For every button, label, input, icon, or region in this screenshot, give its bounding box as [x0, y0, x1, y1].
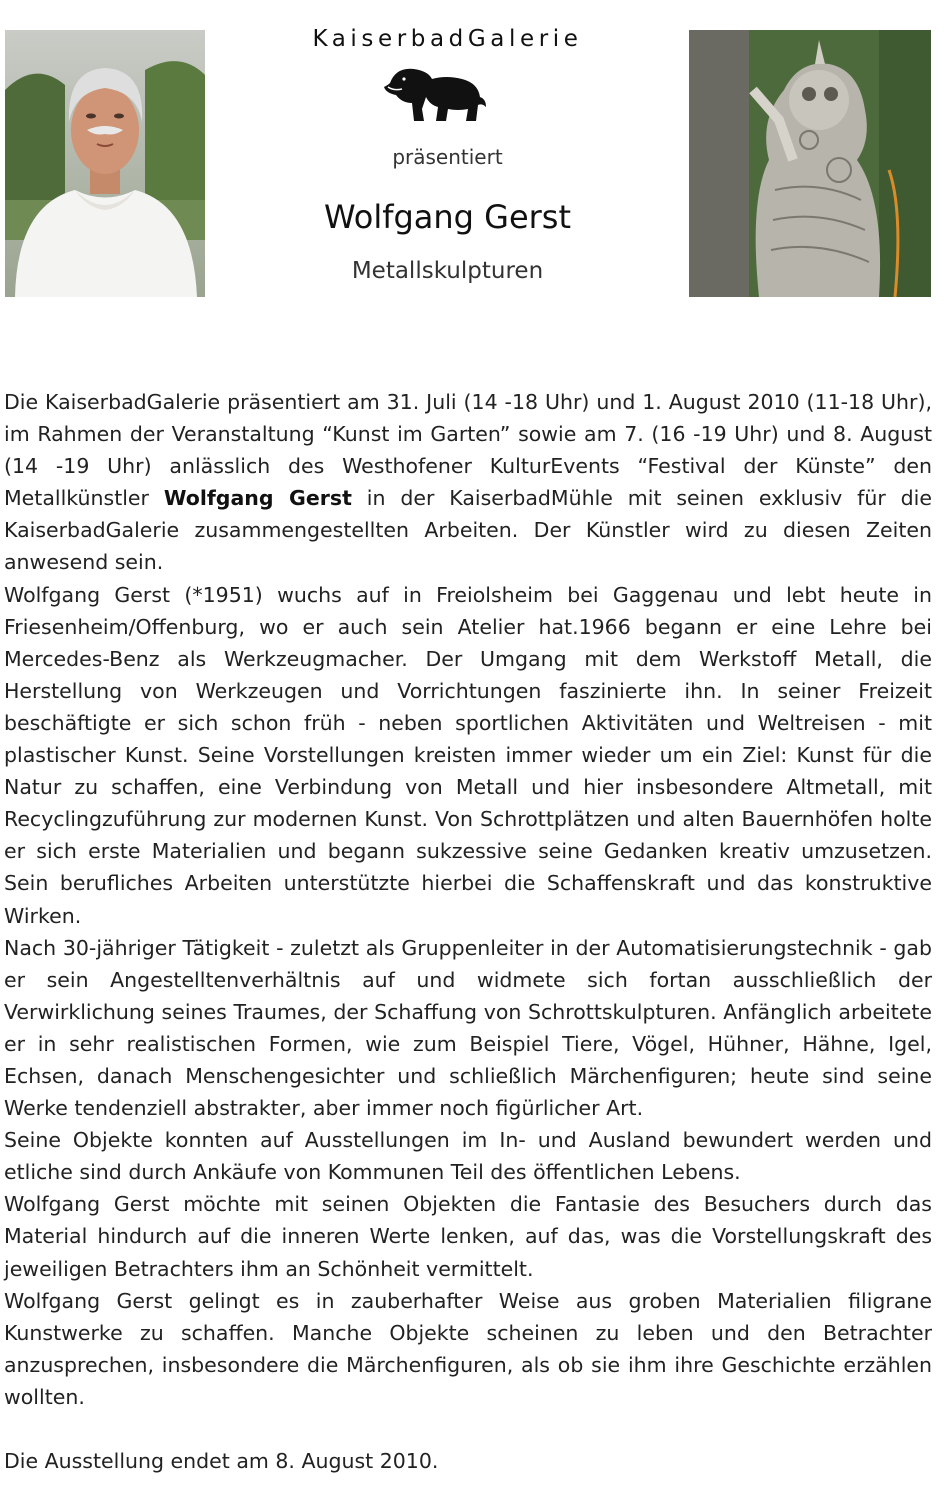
career-paragraph: Nach 30-jähriger Tätigkeit - zuletzt als Gruppenleiter in der Automatisierungstechnik - gab er sein Angestelltenverhältnis auf und widmete sich fortan ausschließlich der Verwirklichung seines Traumes, der Schaffung von Schrottskulpturen. Anfänglich arbeitete er in sehr realistischen Formen, wie zum Beispiel Tiere, Vögel, Hühner, Hähne, Igel, Echsen, danach Menschengesichter und schließlich Märchenfiguren; heute sind seine Werke tendenziell abstrakter, aber immer noch figürlicher Art. — [4, 935, 932, 1121]
exhibition-description — [4, 386, 932, 1477]
exhibition-subtitle: Metallskulpturen — [351, 258, 544, 284]
gallery-brand-name: KaiserbadGalerie — [312, 26, 583, 52]
closing-note: Die Ausstellung endet am 8. August 2010. — [4, 1449, 439, 1473]
artist-name-heading: Wolfgang Gerst — [323, 198, 572, 236]
sculpture-photo — [689, 30, 931, 297]
exhibitions-paragraph: Seine Objekte konnten auf Ausstellungen im In- und Ausland bewundert werden und etliche sind durch Ankäufe von Kommunen Teil des öffentlichen Lebens. — [4, 1128, 932, 1185]
intro-paragraph: Die KaiserbadGalerie präsentiert am 31. Juli (14 -18 Uhr) und 1. August 2010 (11-18 Uhr), im Rahmen der Veranstaltung “Kunst im Garten” sowie am 7. (16 -19 Uhr) und 8. August (14 -19 Uhr) anlässlich des Westhofener KulturEvents “Festival der Künste” den Metallkünstler Wolfgang Gerst in der KaiserbadMühle mit seinen exklusiv für die KaiserbadGalerie zusammengestellten Arbeiten. Der Künstler wird zu diesen Zeiten anwesend sein. — [4, 390, 932, 575]
artist-name-bold: Wolfgang Gerst — [163, 486, 352, 511]
presents-label: präsentiert — [392, 145, 503, 169]
artist-portrait-photo — [5, 30, 205, 297]
intent-paragraph: Wolfgang Gerst möchte mit seinen Objekten die Fantasie des Besuchers durch das Material hindurch auf die inneren Werte lenken, auf das, was die Vorstellungskraft des jeweiligen Betrachters ihm an Schönheit vermittelt. — [4, 1192, 932, 1281]
biography-paragraph: Wolfgang Gerst (*1951) wuchs auf in Freiolsheim bei Gaggenau und lebt heute in Friesenheim/Offenburg, wo er auch sein Atelier hat.1966 begann er eine Lehre bei Mercedes-Benz als Werkzeugmacher. Der Umgang mit dem Werkstoff Metall, die Herstellung von Werkzeugen und Vorrichtungen faszinierte ihn. In seiner Freizeit beschäftigte er sich schon früh - neben sportlichen Aktivitäten und Weltreisen - mit plastischer Kunst. Seine Vorstellungen kreisten immer wieder um ein Ziel: Kunst für die Natur zu schaffen, eine Verbindung von Metall und hier insbesondere Altmetall, mit Recyclingzuführung zur modernen Kunst. Von Schrottplätzen und alten Bauernhöfen holte er sich erste Materialien und begann sukzessive seine Gedanken kreativ umzusetzen. Sein berufliches Arbeiten unterstützte hierbei die Schaffenskraft und das konstruktive Wirken. — [4, 582, 932, 928]
craft-paragraph: Wolfgang Gerst gelingt es in zauberhafter Weise aus groben Materialien filigrane Kunstwerke zu schaffen. Manche Objekte scheinen zu leben und den Betrachter anzusprechen, insbesondere die Märchenfiguren, als ob sie ihm ihre Geschichte erzählen wollten. — [4, 1288, 932, 1409]
lion-logo-icon — [382, 63, 488, 125]
